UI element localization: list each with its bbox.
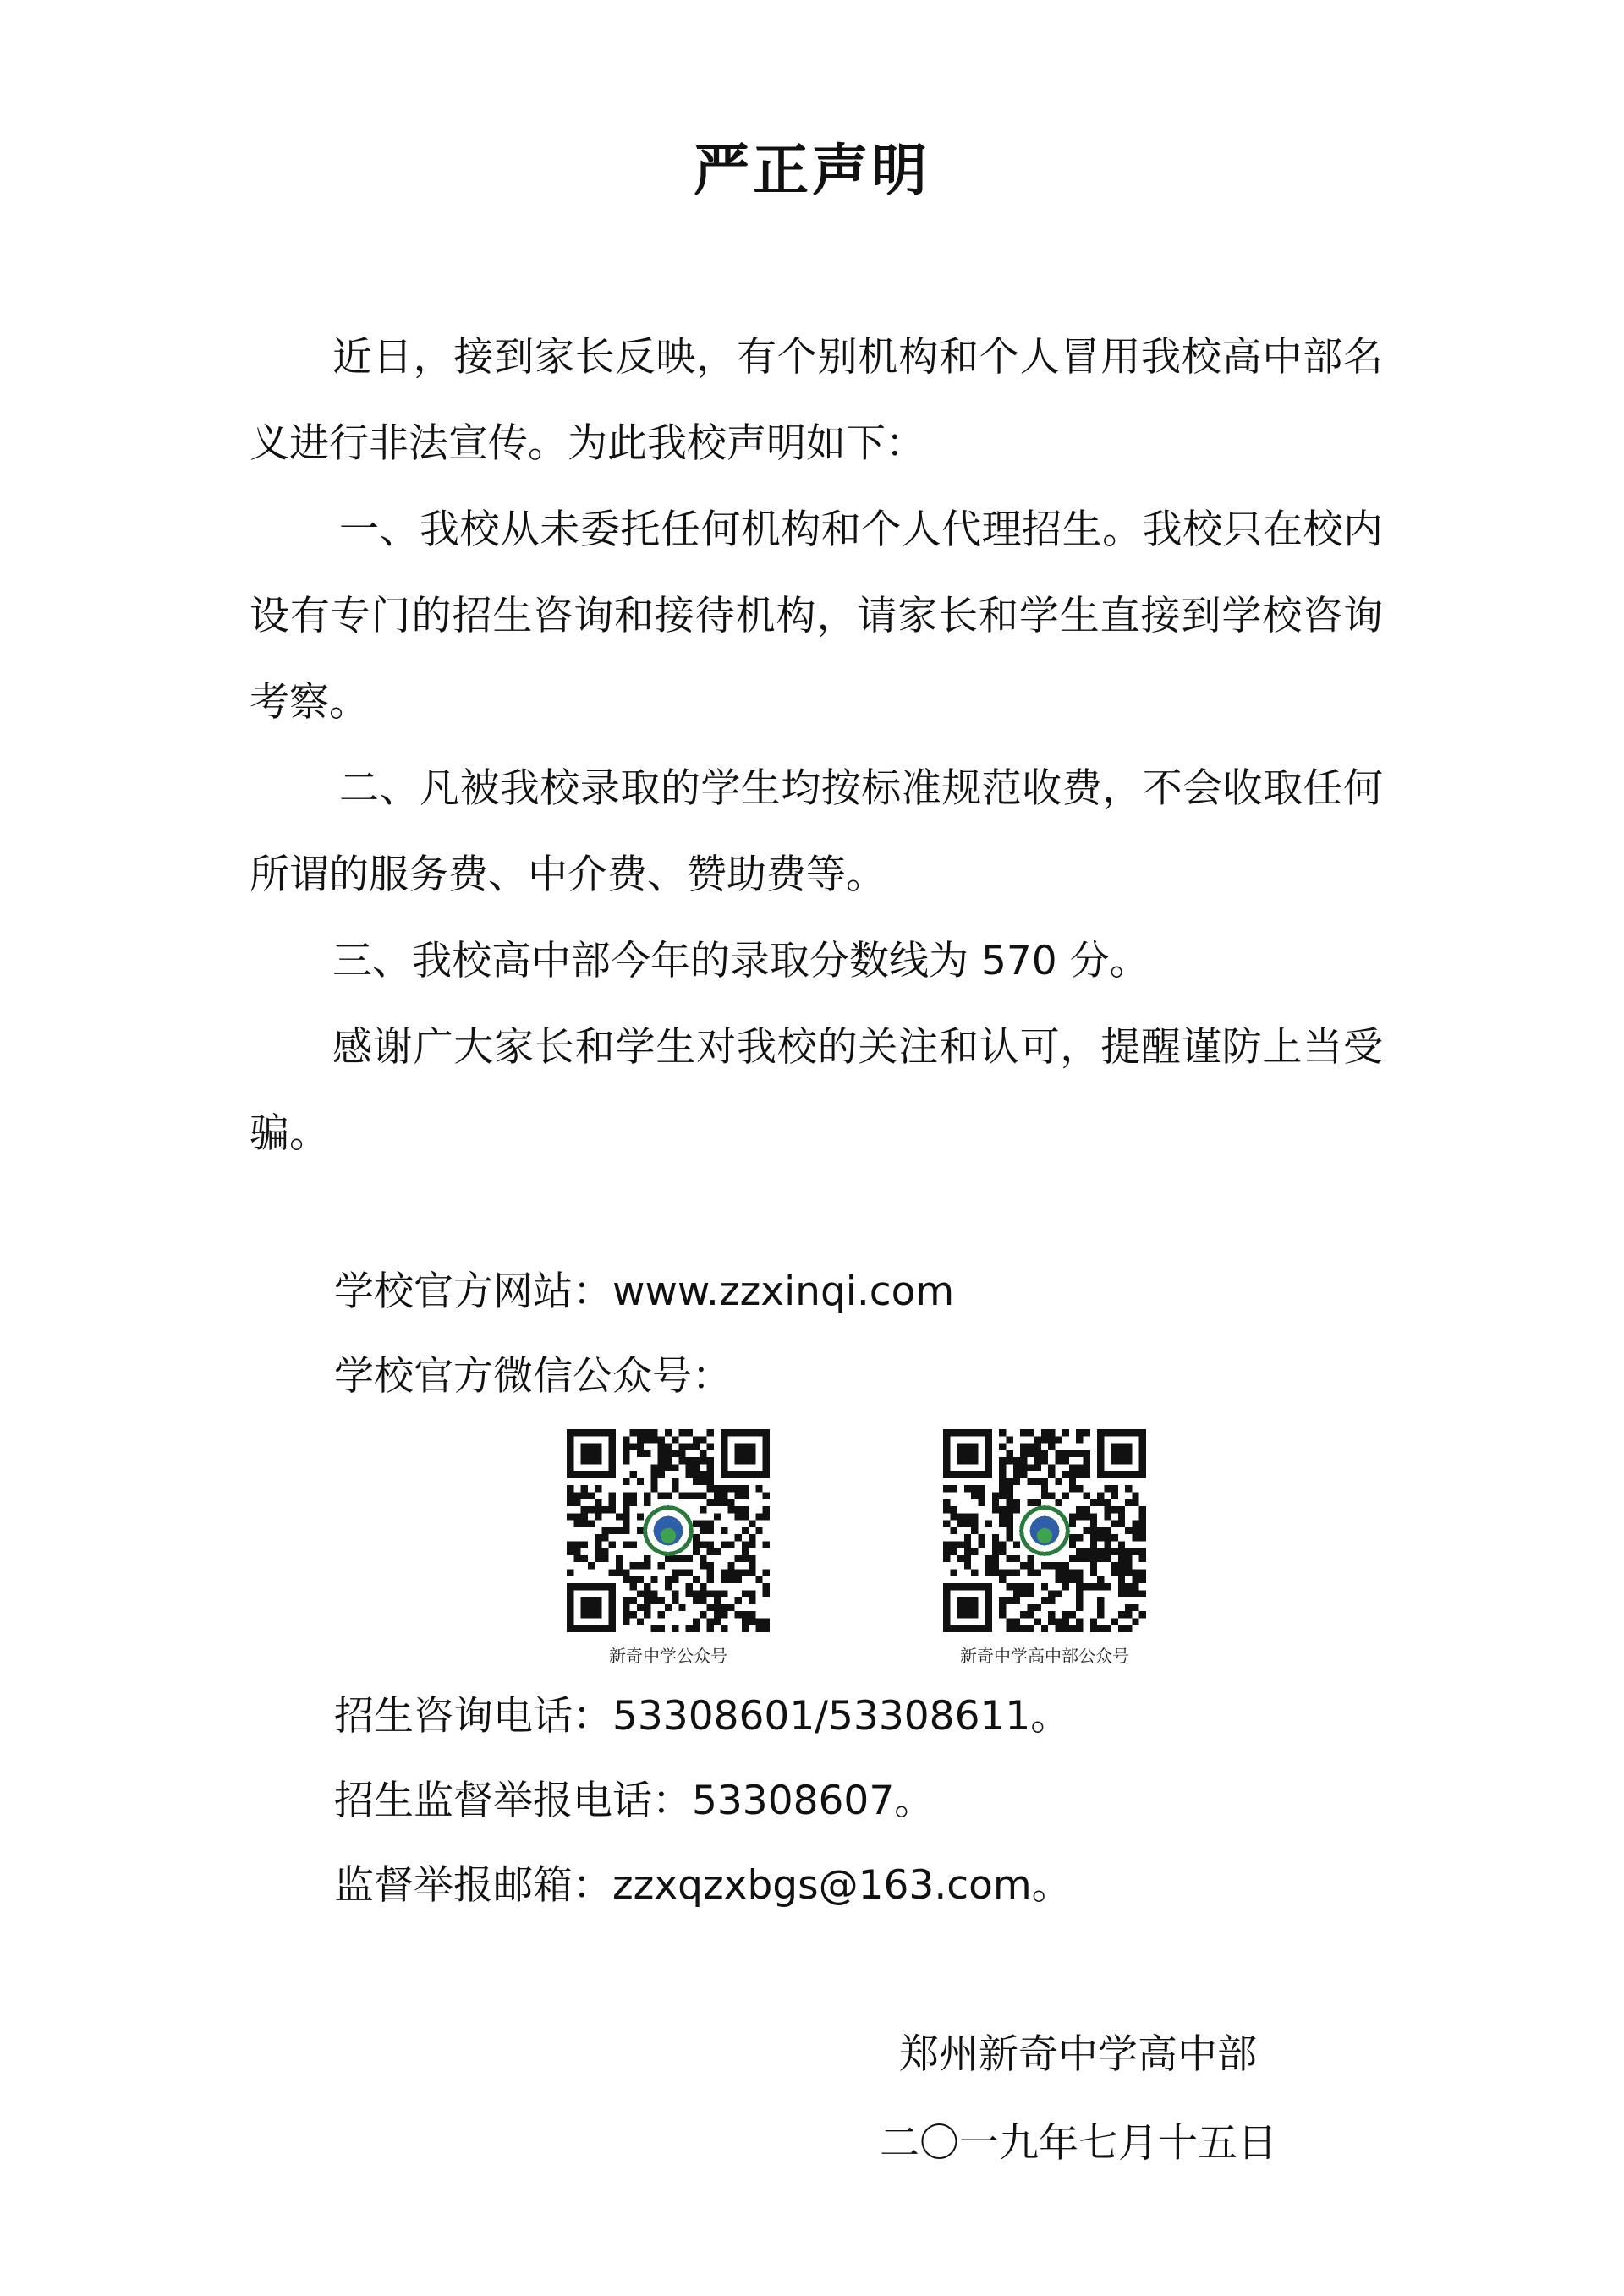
signature-date: 二〇一九年七月十五日 (880, 2120, 1277, 2167)
clause-two-paragraph: 二、凡被我校录取的学生均按标准规范收费，不会收取任何所谓的服务费、中介费、赞助费等。 (250, 765, 1383, 898)
qr-code-xinqi-school (558, 1429, 778, 1667)
qr-code-xinqi-high-school (935, 1429, 1155, 1667)
qr-caption: 新奇中学高中部公众号 (960, 1646, 1129, 1666)
clause-three-paragraph: 三、我校高中部今年的录取分数线为 570 分。 (332, 938, 1149, 984)
closing-paragraph: 感谢广大家长和学生对我校的关注和认可，提醒谨防上当受骗。 (250, 1024, 1383, 1157)
website-line: 学校官方网站：www.zzxinqi.com (334, 1269, 955, 1315)
admission-phone-line: 招生咨询电话：53308601/53308611。 (334, 1693, 1071, 1740)
report-email-line: 监督举报邮箱：zzxqzxbgs@163.com。 (334, 1862, 1072, 1909)
qr-caption: 新奇中学公众号 (609, 1646, 727, 1666)
wechat-line: 学校官方微信公众号： (334, 1353, 732, 1400)
clause-one-paragraph: 一、我校从未委托任何机构和个人代理招生。我校只在校内设有专门的招生咨询和接待机构，请家长和学生直接到学校咨询考察。 (250, 507, 1383, 726)
signature-organization: 郑州新奇中学高中部 (899, 2031, 1257, 2078)
qr-code-icon (567, 1429, 770, 1632)
intro-paragraph: 近日，接到家长反映，有个别机构和个人冒用我校高中部名义进行非法宣传。为此我校声明如下： (250, 334, 1383, 467)
report-phone-line: 招生监督举报电话：53308607。 (334, 1778, 935, 1824)
document-title: 严正声明 (694, 137, 930, 203)
qr-code-icon (943, 1429, 1146, 1632)
